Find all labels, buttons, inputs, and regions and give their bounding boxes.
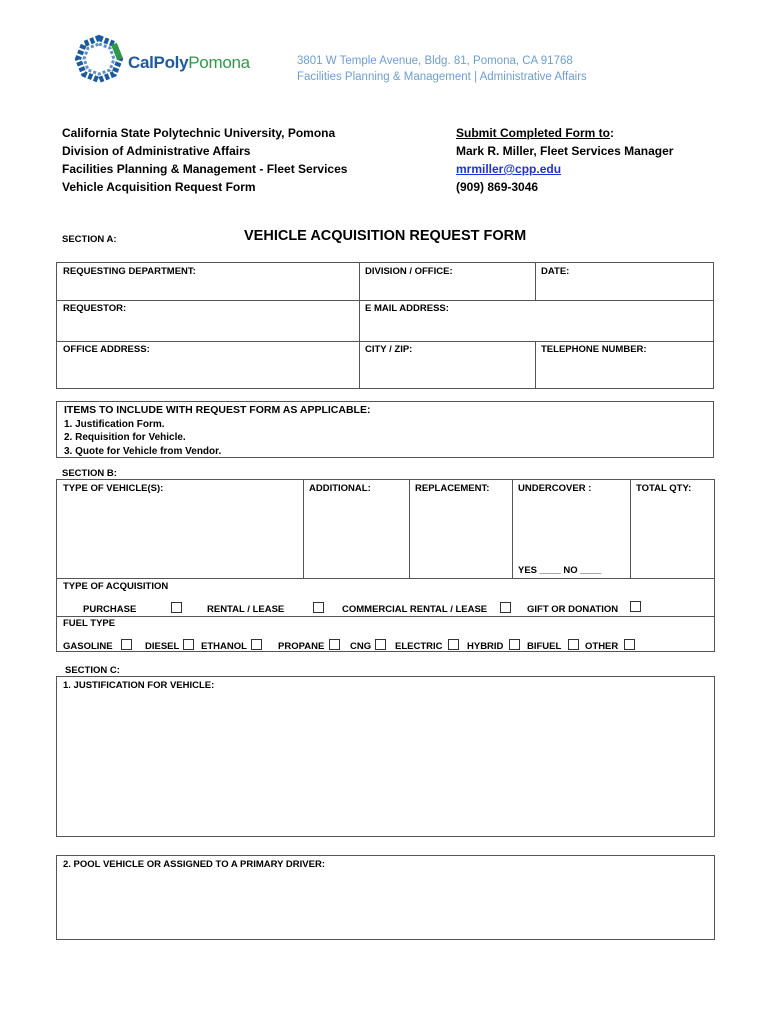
contact-name: Mark R. Miller, Fleet Services Manager (456, 144, 674, 158)
contact-phone: (909) 869-3046 (456, 180, 539, 194)
fuel-gasoline-label: GASOLINE (63, 641, 113, 652)
org-university: California State Polytechnic University, Pomona (62, 126, 336, 140)
fuel-bifuel-label: BIFUEL (527, 641, 562, 652)
office-address-field[interactable]: OFFICE ADDRESS: (63, 344, 150, 355)
logo-wordmark: CalPolyPomona (128, 53, 250, 72)
additional-field[interactable]: ADDITIONAL: (309, 483, 371, 494)
purchase-checkbox[interactable] (171, 602, 182, 613)
org-division: Division of Administrative Affairs (62, 144, 251, 158)
fuel-type-label: FUEL TYPE (63, 618, 116, 629)
propane-checkbox[interactable] (329, 639, 340, 650)
section-a-table (56, 262, 714, 389)
email-address-field[interactable]: E MAIL ADDRESS: (365, 303, 449, 314)
section-b-label: SECTION B: (62, 468, 117, 479)
undercover-field[interactable]: UNDERCOVER : YES ____ NO ____ (518, 483, 602, 576)
justification-box[interactable] (56, 676, 715, 837)
total-qty-field[interactable]: TOTAL QTY: (636, 483, 692, 494)
pool-vehicle-label: 2. POOL VEHICLE OR ASSIGNED TO A PRIMARY DRIVER: (63, 859, 325, 870)
electric-checkbox[interactable] (448, 639, 459, 650)
commercial-rental-checkbox[interactable] (500, 602, 511, 613)
campus-address (297, 53, 587, 85)
address-line-2: Facilities Planning & Management | Administrative Affairs (297, 71, 587, 83)
items-to-include-box (56, 401, 714, 458)
undercover-yes-no[interactable]: YES ____ NO ____ (518, 565, 602, 576)
section-a-label: SECTION A: (62, 234, 117, 245)
gift-donation-checkbox[interactable] (630, 601, 641, 612)
items-heading: ITEMS TO INCLUDE WITH REQUEST FORM AS APPLICABLE: (64, 404, 371, 416)
submit-block (456, 124, 673, 196)
contact-email-link[interactable]: mrmiller@cpp.edu (456, 162, 562, 176)
commercial-rental-label: COMMERCIAL RENTAL / LEASE (342, 604, 488, 615)
fuel-cng-label: CNG (350, 641, 372, 652)
type-of-acquisition-label: TYPE OF ACQUISITION (63, 581, 169, 592)
calpoly-octagon-icon (74, 34, 124, 90)
gasoline-checkbox[interactable] (121, 639, 132, 650)
requestor-field[interactable]: REQUESTOR: (63, 303, 127, 314)
items-list-item: 3. Quote for Vehicle from Vendor. (64, 445, 222, 457)
items-list-item: 1. Justification Form. (64, 418, 165, 430)
fuel-diesel-label: DIESEL (145, 641, 180, 652)
fuel-electric-label: ELECTRIC (395, 641, 443, 652)
city-zip-field[interactable]: CITY / ZIP: (365, 344, 413, 355)
gift-donation-label: GIFT OR DONATION (527, 604, 619, 615)
type-of-vehicles-field[interactable]: TYPE OF VEHICLE(S): (63, 483, 164, 494)
other-checkbox[interactable] (624, 639, 635, 650)
purchase-label: PURCHASE (83, 604, 137, 615)
form-title: VEHICLE ACQUISITION REQUEST FORM (244, 228, 527, 244)
fuel-ethanol-label: ETHANOL (201, 641, 247, 652)
diesel-checkbox[interactable] (183, 639, 194, 650)
section-b-table (56, 479, 715, 652)
pool-vehicle-box[interactable] (56, 855, 715, 940)
telephone-number-field[interactable]: TELEPHONE NUMBER: (541, 344, 647, 355)
replacement-field[interactable]: REPLACEMENT: (415, 483, 490, 494)
section-c-label: SECTION C: (65, 665, 120, 676)
fuel-hybrid-label: HYBRID (467, 641, 504, 652)
cng-checkbox[interactable] (375, 639, 386, 650)
fuel-propane-label: PROPANE (278, 641, 325, 652)
justification-label: 1. JUSTIFICATION FOR VEHICLE: (63, 680, 215, 691)
rental-lease-label: RENTAL / LEASE (207, 604, 285, 615)
submit-label: Submit Completed Form to: (456, 126, 614, 140)
date-field[interactable]: DATE: (541, 266, 570, 277)
requesting-department-field[interactable]: REQUESTING DEPARTMENT: (63, 266, 196, 277)
rental-lease-checkbox[interactable] (313, 602, 324, 613)
bifuel-checkbox[interactable] (568, 639, 579, 650)
items-list-item: 2. Requisition for Vehicle. (64, 432, 186, 443)
ethanol-checkbox[interactable] (251, 639, 262, 650)
hybrid-checkbox[interactable] (509, 639, 520, 650)
org-department: Facilities Planning & Management - Fleet Services (62, 162, 348, 176)
division-office-field[interactable]: DIVISION / OFFICE: (365, 266, 453, 277)
address-line-1: 3801 W Temple Avenue, Bldg. 81, Pomona, CA 91768 (297, 55, 573, 67)
org-block (62, 124, 347, 196)
org-form-name: Vehicle Acquisition Request Form (62, 180, 256, 194)
fuel-other-label: OTHER (585, 641, 619, 652)
